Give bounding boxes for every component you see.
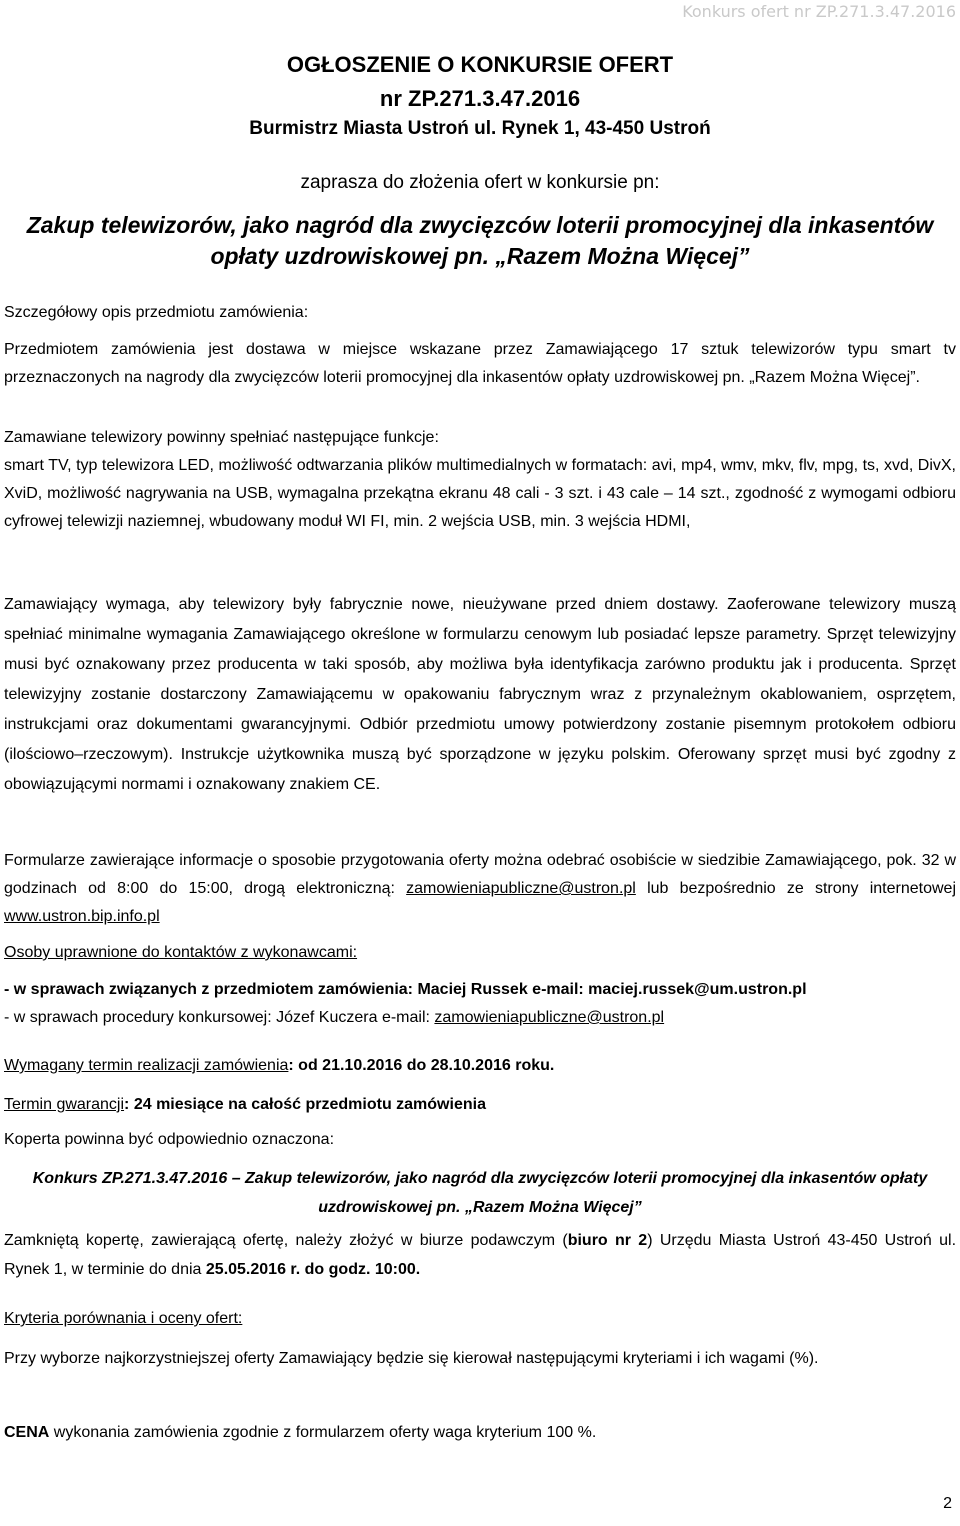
announcement-title: OGŁOSZENIE O KONKURSIE OFERT — [286, 52, 674, 77]
details-paragraph: Przedmiotem zamówienia jest dostawa w miejsce wskazane przez Zamawiającego 17 sztuk telewizorów typu smart tv przeznaczonych na nagrody dla zwycięzców loterii promocyjnej dla inkasentów opłaty uzdrowiskowej pn. „Razem Można Więcej”. — [4, 341, 956, 386]
submission-office: biuro nr 2 — [567, 1232, 648, 1249]
functions-intro: Zamawiane telewizory powinny spełniać następujące funkcje: — [4, 429, 439, 446]
forms-email-link[interactable]: zamowieniapubliczne@ustron.pl — [406, 880, 636, 897]
price-criterion — [4, 1418, 956, 1447]
deadline-label: Wymagany termin realizacji zamówienia — [4, 1057, 289, 1074]
warranty — [4, 1090, 956, 1119]
submission-text: Zamkniętą kopertę, zawierającą ofertę, należy złożyć w biurze podawczym ( — [4, 1232, 568, 1249]
contact-subject: - w sprawach związanych z przedmiotem zamówienia: Maciej Russek e-mail: maciej.russek@um.ustron.pl — [4, 981, 807, 998]
header-reference: Konkurs ofert nr ZP.271.3.47.2016 — [682, 2, 956, 21]
announcement-number: nr ZP.271.3.47.2016 — [379, 86, 581, 111]
contact-procedure-email[interactable]: zamowieniapubliczne@ustron.pl — [434, 1009, 665, 1026]
requirements-paragraph: Zamawiający wymaga, aby telewizory były fabrycznie nowe, nieużywane przed dniem dostawy. Zaoferowane telewizory muszą spełniać minimalne wymagania Zamawiającego określone w formularzu cenowym lub posiadać lepsze parametry. Sprzęt telewizyjny musi być oznakowany przez producenta w taki sposób, aby możliwa była identyfikacja zarówno produktu jak i producenta. Sprzęt telewizyjny zostanie dostarczony Zamawiającemu w opakowaniu fabrycznym wraz z przynależnym okablowaniem, osprzętem, instrukcjami oraz dokumentami gwarancyjnymi. Odbiór przedmiotu umowy potwierdzony zostanie pisemnym protokołem odbioru (ilościowo–rzeczowym). Instrukcje użytkownika muszą być sporządzone w języku polskim. Oferowany sprzęt musi być zgodny z obowiązującymi normami i oznakowany znakiem CE. — [4, 596, 956, 793]
envelope-heading: Koperta powinna być odpowiednio oznaczona: — [4, 1131, 335, 1148]
contest-subject: Zakup telewizorów, jako nagród dla zwycięzców loterii promocyjnej dla inkasentów opłaty uzdrowiskowej pn. „Razem Można Więcej” — [26, 212, 934, 269]
forms-paragraph — [4, 847, 956, 931]
warranty-value: : 24 miesiące na całość przedmiotu zamówienia — [124, 1096, 486, 1113]
website-link[interactable]: www.ustron.bip.info.pl — [4, 908, 160, 925]
price-label: CENA — [4, 1424, 50, 1441]
contact-procedure-label: - w sprawach procedury konkursowej: Józef Kuczera e-mail: — [4, 1009, 430, 1026]
criteria-heading: Kryteria porównania i oceny ofert: — [4, 1310, 243, 1327]
warranty-label: Termin gwarancji — [4, 1096, 125, 1113]
envelope-marking: Konkurs ZP.271.3.47.2016 – Zakup telewizorów, jako nagród dla zwycięzców loterii promocyjnej dla inkasentów opłaty uzdrowiskowej pn. „Razem Można Więcej” — [32, 1170, 928, 1216]
submission-paragraph — [4, 1226, 956, 1284]
contacts-list — [4, 976, 956, 1032]
details-heading: Szczegółowy opis przedmiotu zamówienia: — [4, 304, 309, 321]
forms-text: Formularze zawierające informacje o sposobie przygotowania oferty można odebrać osobiście w siedzibie Zamawiającego, pok. 32 w godzinach od 8:00 do 15:00, drogą elektroniczną: — [4, 852, 956, 897]
deadline — [4, 1051, 956, 1080]
forms-text-2: lub bezpośrednio ze strony internetowej — [647, 880, 956, 897]
contact-procedure — [4, 1004, 956, 1032]
announcer: Burmistrz Miasta Ustroń ul. Rynek 1, 43-450 Ustroń — [249, 118, 711, 139]
price-text: wykonania zamówienia zgodnie z formularzem oferty waga kryterium 100 %. — [53, 1424, 597, 1441]
submission-deadline: 25.05.2016 r. do godz. 10:00. — [205, 1261, 421, 1278]
contacts-heading: Osoby uprawnione do kontaktów z wykonawcami: — [4, 944, 358, 961]
page-number: 2 — [943, 1495, 952, 1512]
invitation-line: zaprasza do złożenia ofert w konkursie pn: — [300, 172, 660, 193]
criteria-text: Przy wyborze najkorzystniejszej oferty Zamawiający będzie się kierował następującymi kryteriami i ich wagami (%). — [4, 1350, 819, 1367]
functions-list: smart TV, typ telewizora LED, możliwość odtwarzania plików multimedialnych w formatach: avi, mp4, wmv, mkv, flv, mpg, ts, xvd, DivX, XviD, możliwość nagrywania na USB, wymagalna przekątna ekranu 48 cali - 3 szt. i 43 cale – 14 szt., zgodność z wymogami odbioru cyfrowej telewizji naziemnej, wbudowany moduł WI FI, min. 2 wejścia USB, min. 3 wejścia HDMI, — [4, 457, 956, 530]
deadline-value: : od 21.10.2016 do 28.10.2016 roku. — [288, 1057, 555, 1074]
submission-text-2: ) Urzędu Miasta Ustroń 43-450 Ustroń ul. Rynek 1, w terminie do dnia — [4, 1232, 957, 1278]
